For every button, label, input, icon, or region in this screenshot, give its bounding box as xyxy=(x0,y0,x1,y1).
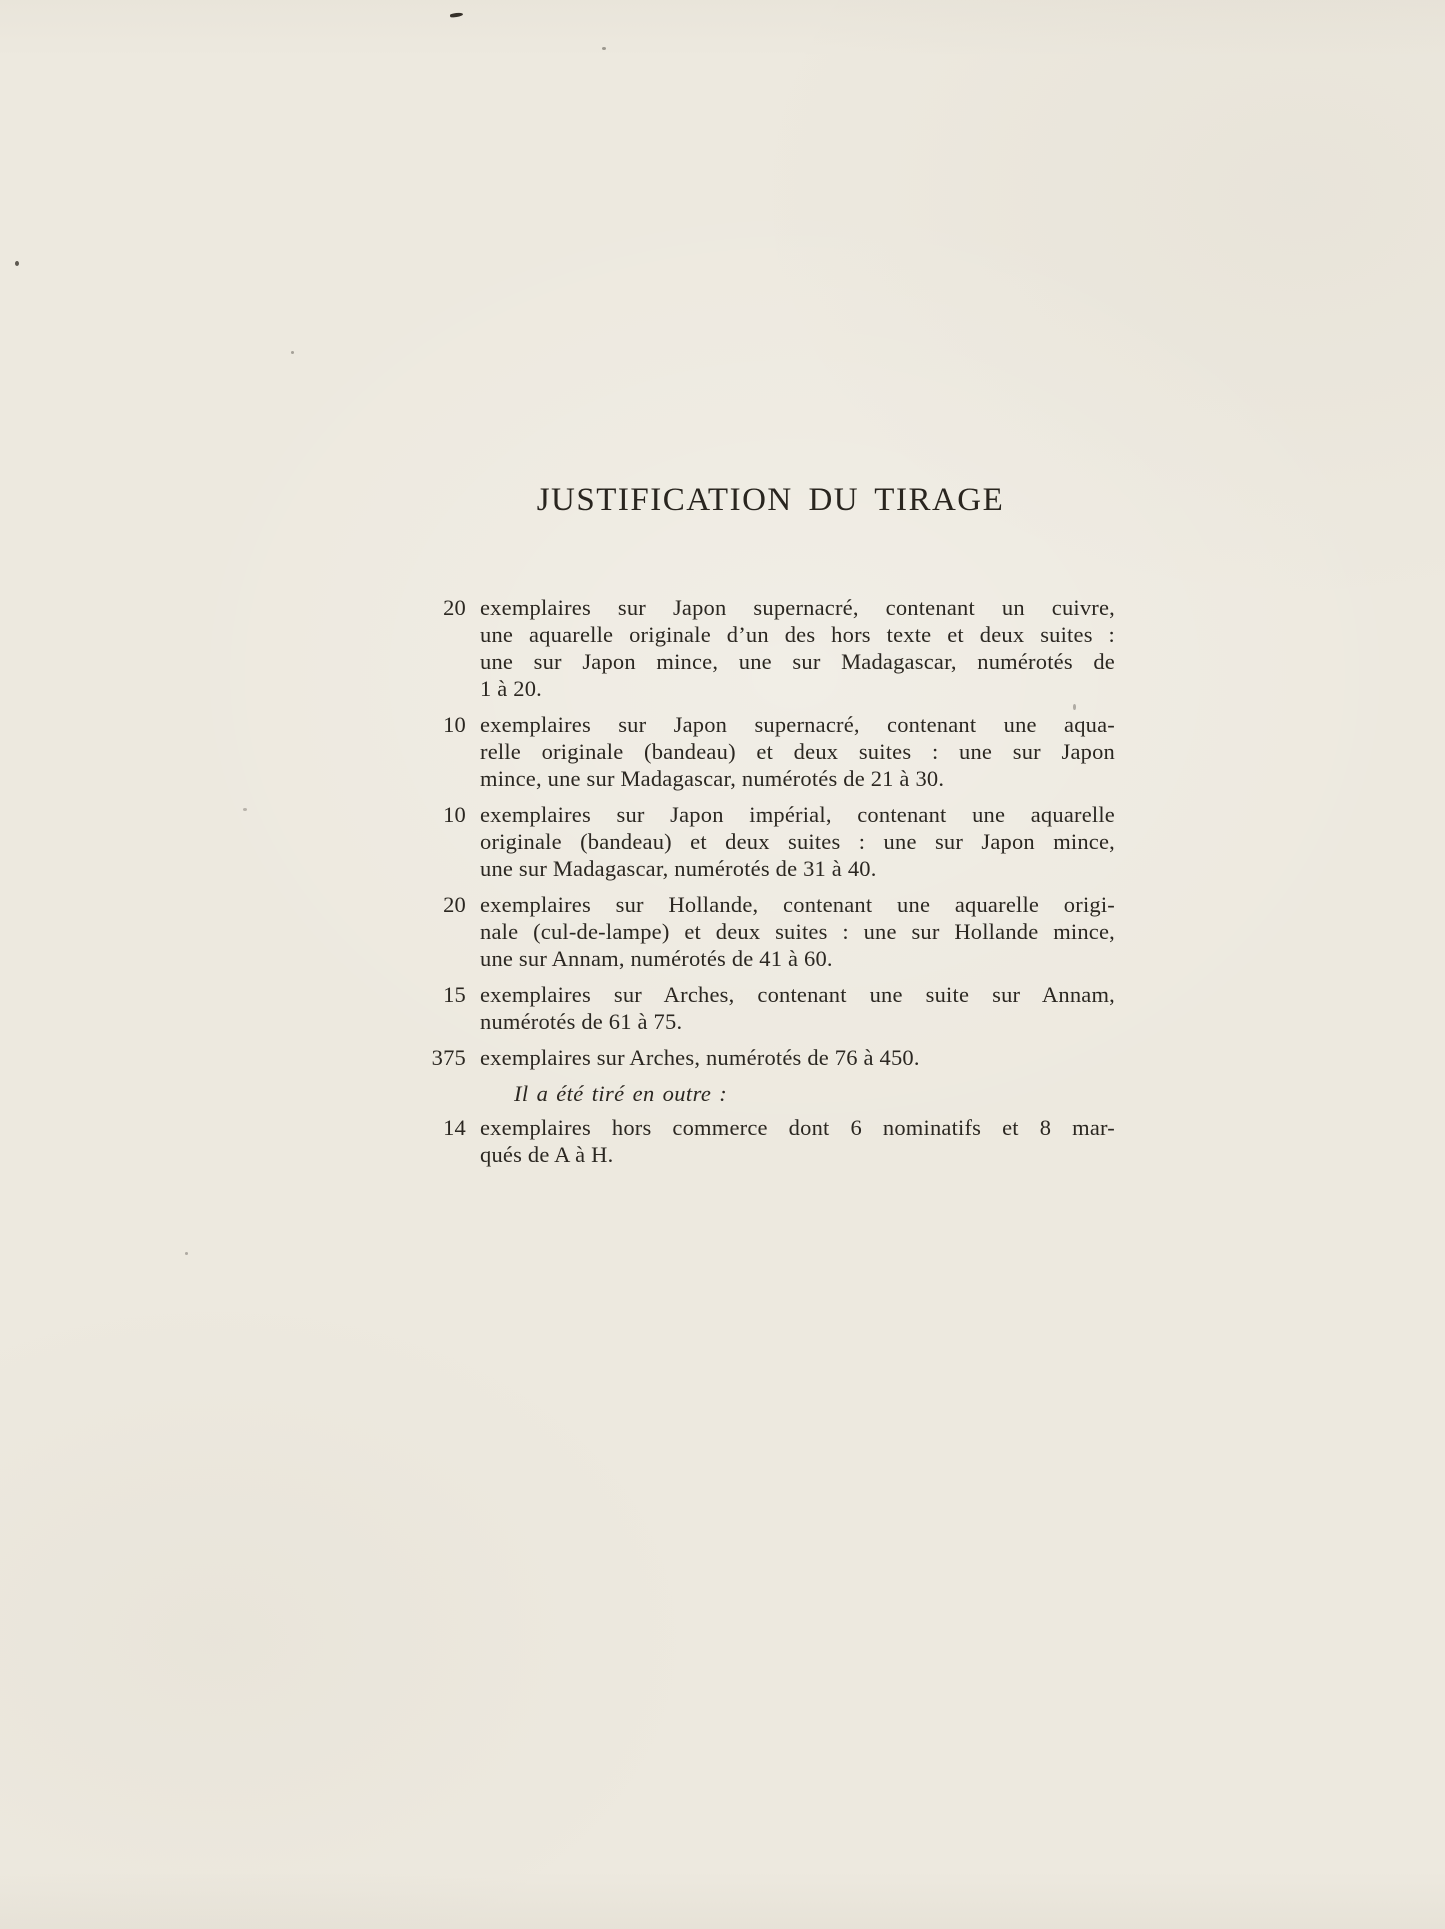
column-gap xyxy=(466,1114,480,1168)
limitation-list xyxy=(420,594,1115,1177)
copy-count: 10 xyxy=(443,802,466,827)
text-line: exemplaires sur Arches, numérotés de 76 à 450. xyxy=(480,1045,920,1070)
entry-text xyxy=(480,711,1115,792)
paper-speck xyxy=(602,47,606,50)
copy-count: 20 xyxy=(443,892,466,917)
paper-speck xyxy=(15,261,19,266)
text-line: exemplaires hors commerce dont 6 nominatifs et 8 mar- xyxy=(480,1115,1115,1140)
entry-text xyxy=(480,1044,1115,1071)
column-gap xyxy=(466,801,480,882)
copy-count: 10 xyxy=(443,712,466,737)
text-line: une sur Madagascar, numérotés de 31 à 40. xyxy=(480,856,877,881)
limitation-entry xyxy=(420,594,1115,702)
page-title: JUSTIFICATION DU TIRAGE xyxy=(536,482,1005,518)
text-line: 1 à 20. xyxy=(480,676,543,701)
copy-count: 20 xyxy=(443,595,466,620)
entry-text xyxy=(480,891,1115,972)
title-row xyxy=(96,482,1445,519)
paper-speck xyxy=(185,1252,188,1255)
entry-text xyxy=(480,594,1115,702)
paper-speck xyxy=(243,808,247,811)
ink-speck xyxy=(450,12,463,18)
text-line: exemplaires sur Japon supernacré, contenant une aqua- xyxy=(480,712,1115,737)
text-line: exemplaires sur Hollande, contenant une aquarelle origi- xyxy=(480,892,1115,917)
limitation-entry xyxy=(420,1044,1115,1071)
column-gap xyxy=(466,594,480,702)
column-gap xyxy=(466,891,480,972)
copy-count: 15 xyxy=(443,982,466,1007)
limitation-entry xyxy=(420,801,1115,882)
limitation-entry xyxy=(420,981,1115,1035)
text-line: une sur Japon mince, une sur Madagascar, numérotés de xyxy=(480,649,1115,674)
entry-text xyxy=(480,981,1115,1035)
text-line: une sur Annam, numérotés de 41 à 60. xyxy=(480,946,833,971)
text-line: relle originale (bandeau) et deux suites : une sur Japon xyxy=(480,739,1115,764)
paper-speck xyxy=(291,351,294,354)
entry-text xyxy=(480,1114,1115,1168)
text-line: originale (bandeau) et deux suites : une sur Japon mince, xyxy=(480,829,1115,854)
text-line: exemplaires sur Arches, contenant une suite sur Annam, xyxy=(480,982,1115,1007)
text-line: mince, une sur Madagascar, numérotés de 21 à 30. xyxy=(480,766,945,791)
entry-text xyxy=(480,801,1115,882)
copy-count: 375 xyxy=(431,1045,466,1070)
column-gap xyxy=(466,981,480,1035)
column-gap xyxy=(466,711,480,792)
limitation-entry xyxy=(420,711,1115,792)
copy-count: 14 xyxy=(443,1115,466,1140)
limitation-entry xyxy=(420,891,1115,972)
interlude-line: Il a été tiré en outre : xyxy=(514,1081,728,1106)
text-line: une aquarelle originale d’un des hors texte et deux suites : xyxy=(480,622,1115,647)
text-line: exemplaires sur Japon impérial, contenant une aquarelle xyxy=(480,802,1115,827)
text-line: exemplaires sur Japon supernacré, contenant un cuivre, xyxy=(480,595,1115,620)
limitation-entry xyxy=(420,1114,1115,1168)
column-gap xyxy=(466,1044,480,1071)
text-line: qués de A à H. xyxy=(480,1142,614,1167)
text-line: nale (cul-de-lampe) et deux suites : une sur Hollande mince, xyxy=(480,919,1115,944)
text-line: numérotés de 61 à 75. xyxy=(480,1009,683,1034)
